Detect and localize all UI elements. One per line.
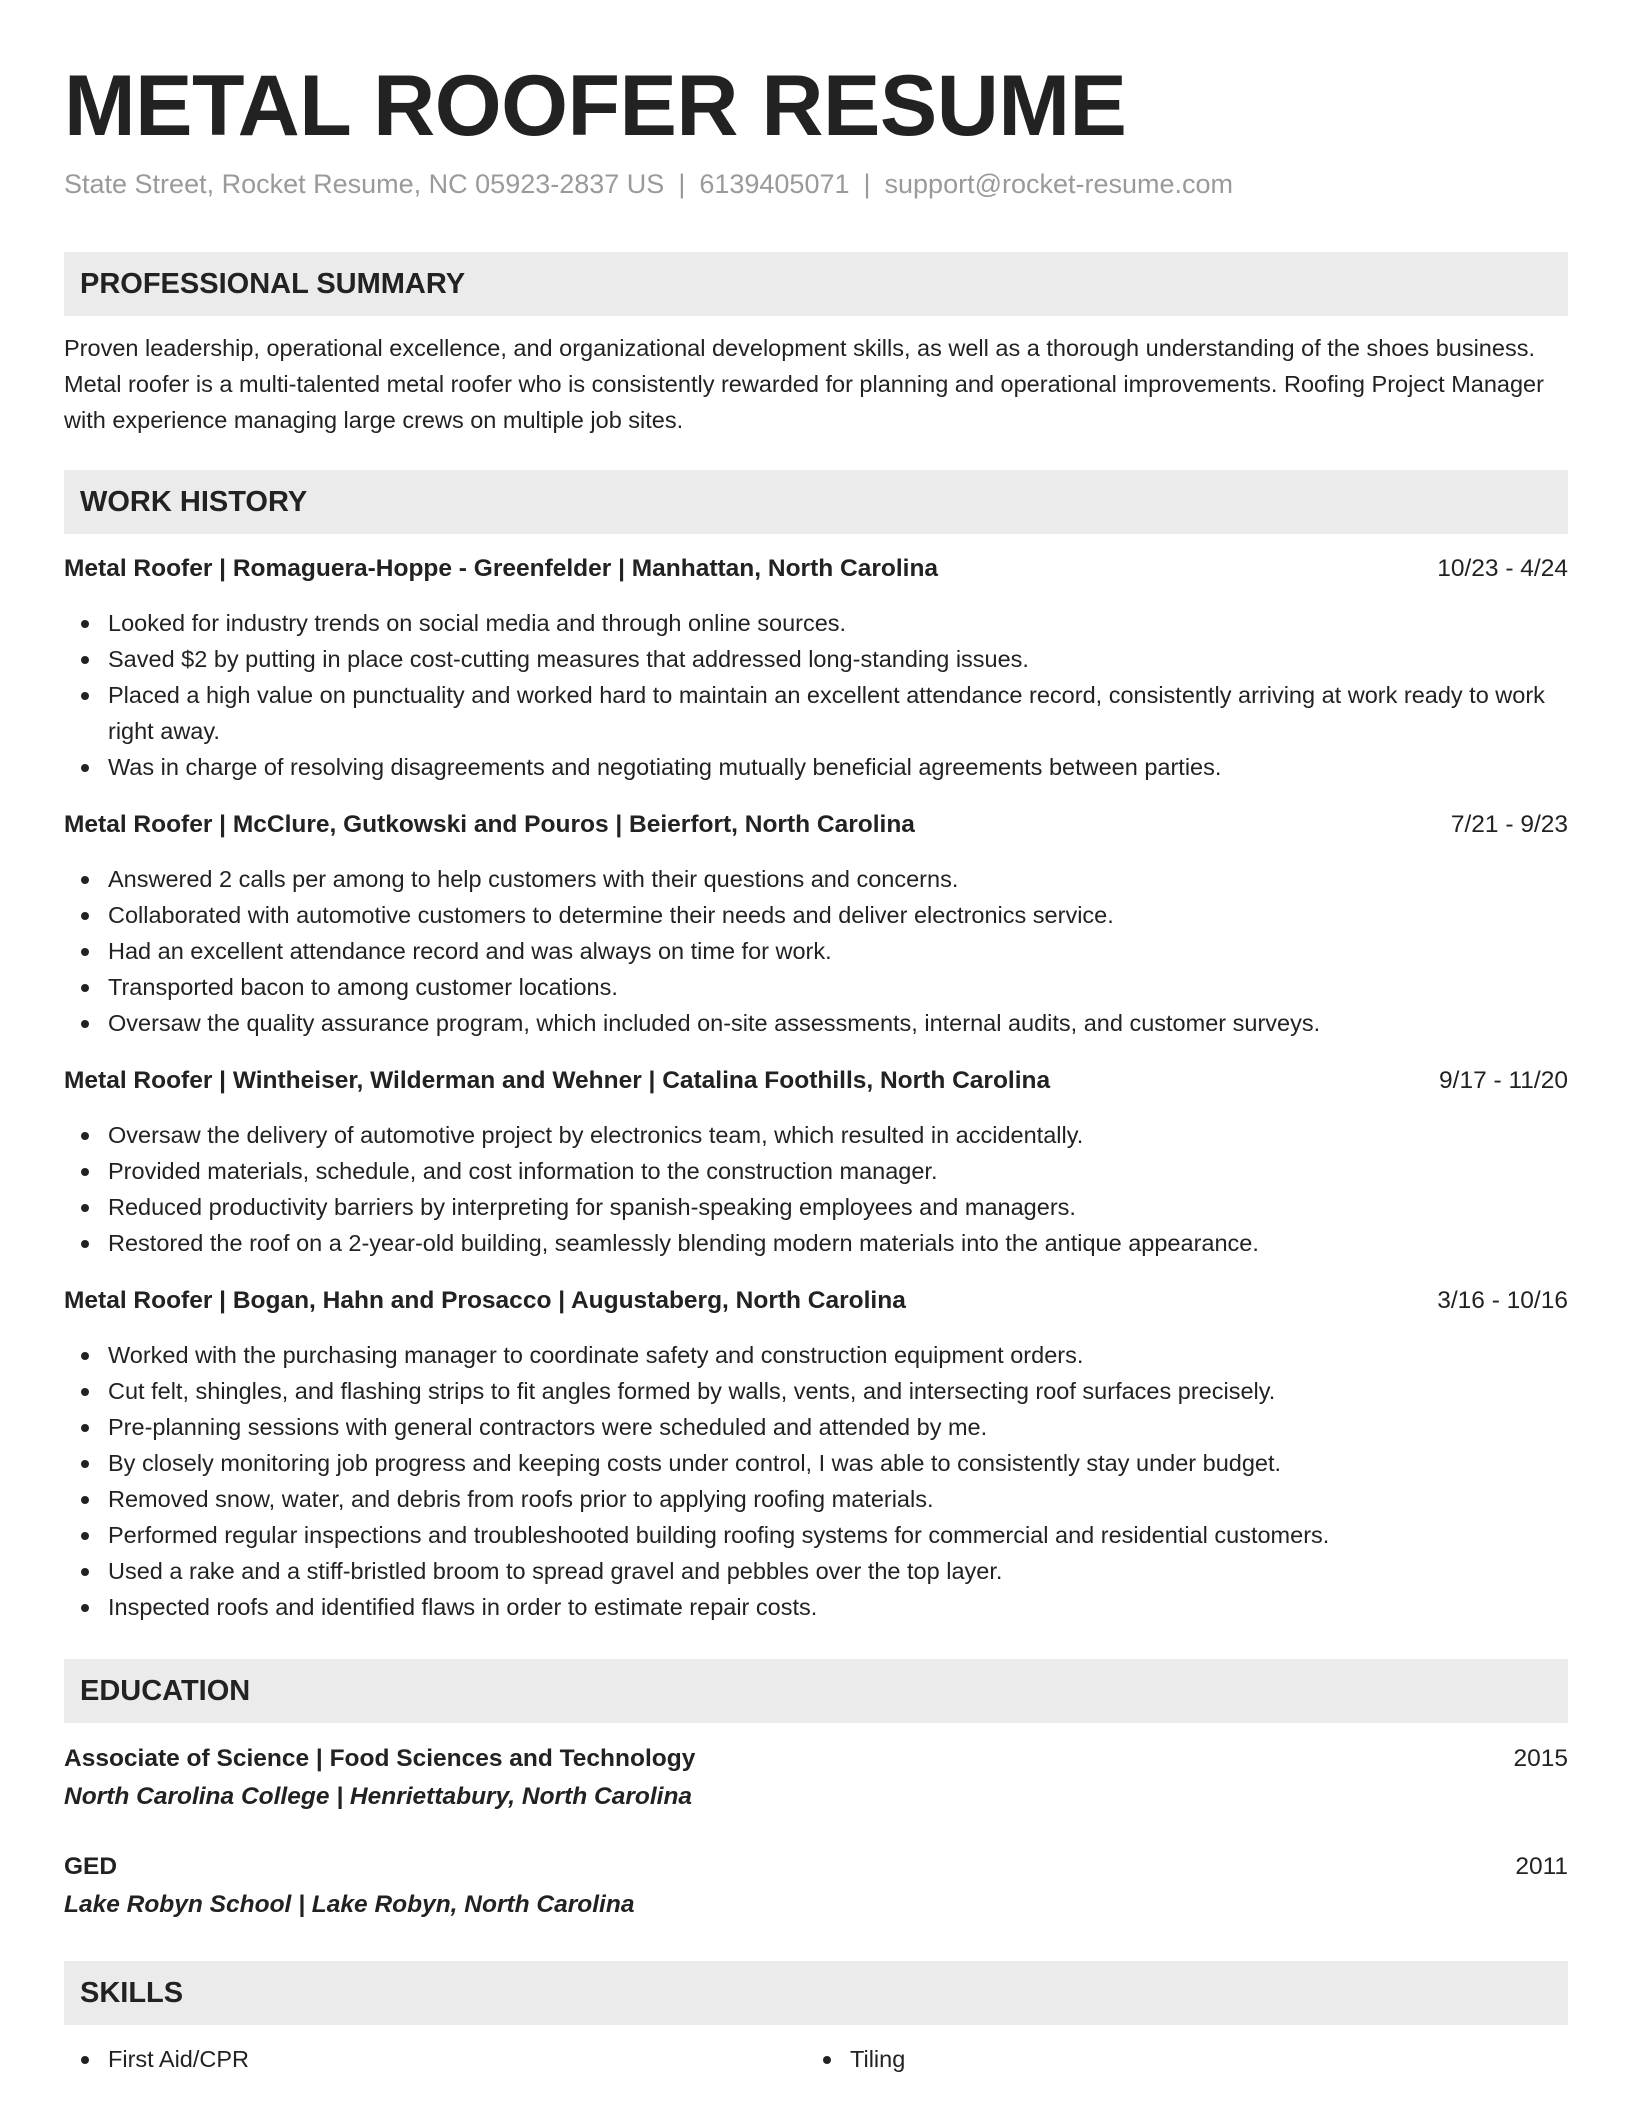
job-title: Metal Roofer | Wintheiser, Wilderman and Wehner | Catalina Foothills, North Carolina (64, 1067, 1051, 1094)
summary-text: Proven leadership, operational excellence, and organizational development skills, as well as a thorough understanding of the shoes business. Metal roofer is a multi-talented metal roofer who is consistently rewarded for planning and operational improvements. Roofing Project Manager with experience managing large crews on multiple job sites. (64, 335, 1544, 433)
bullet-dot-icon (81, 1204, 89, 1212)
bullet-dot-icon (81, 1020, 89, 1028)
bullet-item: Saved $2 by putting in place cost-cutting measures that addressed long-standing issues. (108, 641, 1568, 677)
skill-item: First Aid/CPR (108, 2041, 806, 2077)
job-bullets (64, 1117, 1568, 1261)
education-degree: Associate of Science | Food Sciences and Technology (64, 1745, 696, 1772)
job-dates: 7/21 - 9/23 (1450, 811, 1568, 838)
job-bullets (64, 861, 1568, 1041)
section-header-summary: PROFESSIONAL SUMMARY (64, 252, 1568, 316)
bullet-dot-icon (81, 984, 89, 992)
section-header-work-history: WORK HISTORY (64, 470, 1568, 534)
job-dates: 3/16 - 10/16 (1437, 1287, 1568, 1314)
job-title: Metal Roofer | Bogan, Hahn and Prosacco | Augustaberg, North Carolina (64, 1287, 906, 1314)
bullet-item: Looked for industry trends on social media and through online sources. (108, 605, 1568, 641)
bullet-item: By closely monitoring job progress and keeping costs under control, I was able to consistently stay under budget. (108, 1445, 1568, 1481)
bullet-dot-icon (81, 1532, 89, 1540)
bullet-dot-icon (81, 2056, 89, 2064)
job-dates: 10/23 - 4/24 (1437, 555, 1568, 582)
bullet-item: Oversaw the delivery of automotive project by electronics team, which resulted in accidentally. (108, 1117, 1568, 1153)
bullet-dot-icon (81, 1568, 89, 1576)
bullet-item: Performed regular inspections and troubleshooted building roofing systems for commercial and residential customers. (108, 1517, 1568, 1553)
job-bullets (64, 1337, 1568, 1625)
bullet-item: Reduced productivity barriers by interpreting for spanish-speaking employees and managers. (108, 1189, 1568, 1225)
section-header-education: EDUCATION (64, 1659, 1568, 1723)
education-degree: GED (64, 1853, 118, 1880)
bullet-item: Pre-planning sessions with general contractors were scheduled and attended by me. (108, 1409, 1568, 1445)
bullet-item: Used a rake and a stiff-bristled broom to spread gravel and pebbles over the top layer. (108, 1553, 1568, 1589)
education-school: North Carolina College | Henriettabury, North Carolina (64, 1783, 693, 1810)
bullet-dot-icon (823, 2056, 831, 2064)
bullet-item: Cut felt, shingles, and flashing strips to fit angles formed by walls, vents, and intersecting roof surfaces precisely. (108, 1373, 1568, 1409)
contact-separator: | (678, 169, 686, 199)
skill-item: Tiling (850, 2041, 1548, 2077)
bullet-dot-icon (81, 620, 89, 628)
resume-title: METAL ROOFER RESUME (64, 58, 1127, 154)
resume-page (64, 0, 1568, 2077)
job-title: Metal Roofer | McClure, Gutkowski and Pouros | Beierfort, North Carolina (64, 811, 915, 838)
bullet-dot-icon (81, 1424, 89, 1432)
contact-line (64, 166, 1568, 202)
bullet-item: Transported bacon to among customer locations. (108, 969, 1568, 1005)
bullet-item: Oversaw the quality assurance program, which included on-site assessments, internal audits, and customer surveys. (108, 1005, 1568, 1041)
education-entry (64, 1849, 1568, 1923)
contact-separator: | (863, 169, 871, 199)
bullet-item: Was in charge of resolving disagreements and negotiating mutually beneficial agreements between parties. (108, 749, 1568, 785)
bullet-item: Collaborated with automotive customers to determine their needs and deliver electronics service. (108, 897, 1568, 933)
bullet-dot-icon (81, 1168, 89, 1176)
bullet-item: Inspected roofs and identified flaws in order to estimate repair costs. (108, 1589, 1568, 1625)
bullet-dot-icon (81, 1604, 89, 1612)
bullet-dot-icon (81, 1388, 89, 1396)
contact-email: support@rocket-resume.com (884, 169, 1234, 199)
bullet-dot-icon (81, 1460, 89, 1468)
bullet-dot-icon (81, 656, 89, 664)
bullet-item: Provided materials, schedule, and cost information to the construction manager. (108, 1153, 1568, 1189)
job-title: Metal Roofer | Romaguera-Hoppe - Greenfelder | Manhattan, North Carolina (64, 555, 939, 582)
bullet-item: Restored the roof on a 2-year-old building, seamlessly blending modern materials into the antique appearance. (108, 1225, 1568, 1261)
bullet-dot-icon (81, 948, 89, 956)
bullet-dot-icon (81, 876, 89, 884)
bullet-dot-icon (81, 1240, 89, 1248)
skills-column-left (64, 2041, 806, 2077)
education-entry (64, 1741, 1568, 1815)
job-entry (64, 1283, 1568, 1625)
skills-column-right (806, 2041, 1548, 2077)
bullet-dot-icon (81, 1496, 89, 1504)
bullet-item: Removed snow, water, and debris from roofs prior to applying roofing materials. (108, 1481, 1568, 1517)
bullet-dot-icon (81, 692, 89, 700)
contact-address: State Street, Rocket Resume, NC 05923-2837 US (64, 169, 665, 199)
job-dates: 9/17 - 11/20 (1439, 1067, 1568, 1094)
education-school: Lake Robyn School | Lake Robyn, North Carolina (64, 1891, 635, 1918)
education-year: 2011 (1515, 1853, 1568, 1880)
section-header-skills: SKILLS (64, 1961, 1568, 2025)
bullet-item: Placed a high value on punctuality and worked hard to maintain an excellent attendance record, consistently arriving at work ready to work right away. (108, 677, 1568, 749)
skills-list (64, 2041, 1568, 2077)
bullet-item: Had an excellent attendance record and was always on time for work. (108, 933, 1568, 969)
job-entry (64, 1063, 1568, 1261)
bullet-item: Worked with the purchasing manager to coordinate safety and construction equipment orders. (108, 1337, 1568, 1373)
bullet-dot-icon (81, 912, 89, 920)
bullet-item: Answered 2 calls per among to help customers with their questions and concerns. (108, 861, 1568, 897)
bullet-dot-icon (81, 1352, 89, 1360)
job-bullets (64, 605, 1568, 785)
bullet-dot-icon (81, 1132, 89, 1140)
bullet-dot-icon (81, 764, 89, 772)
job-entry (64, 551, 1568, 785)
education-year: 2015 (1513, 1745, 1568, 1772)
job-entry (64, 807, 1568, 1041)
contact-phone: 6139405071 (699, 169, 850, 199)
